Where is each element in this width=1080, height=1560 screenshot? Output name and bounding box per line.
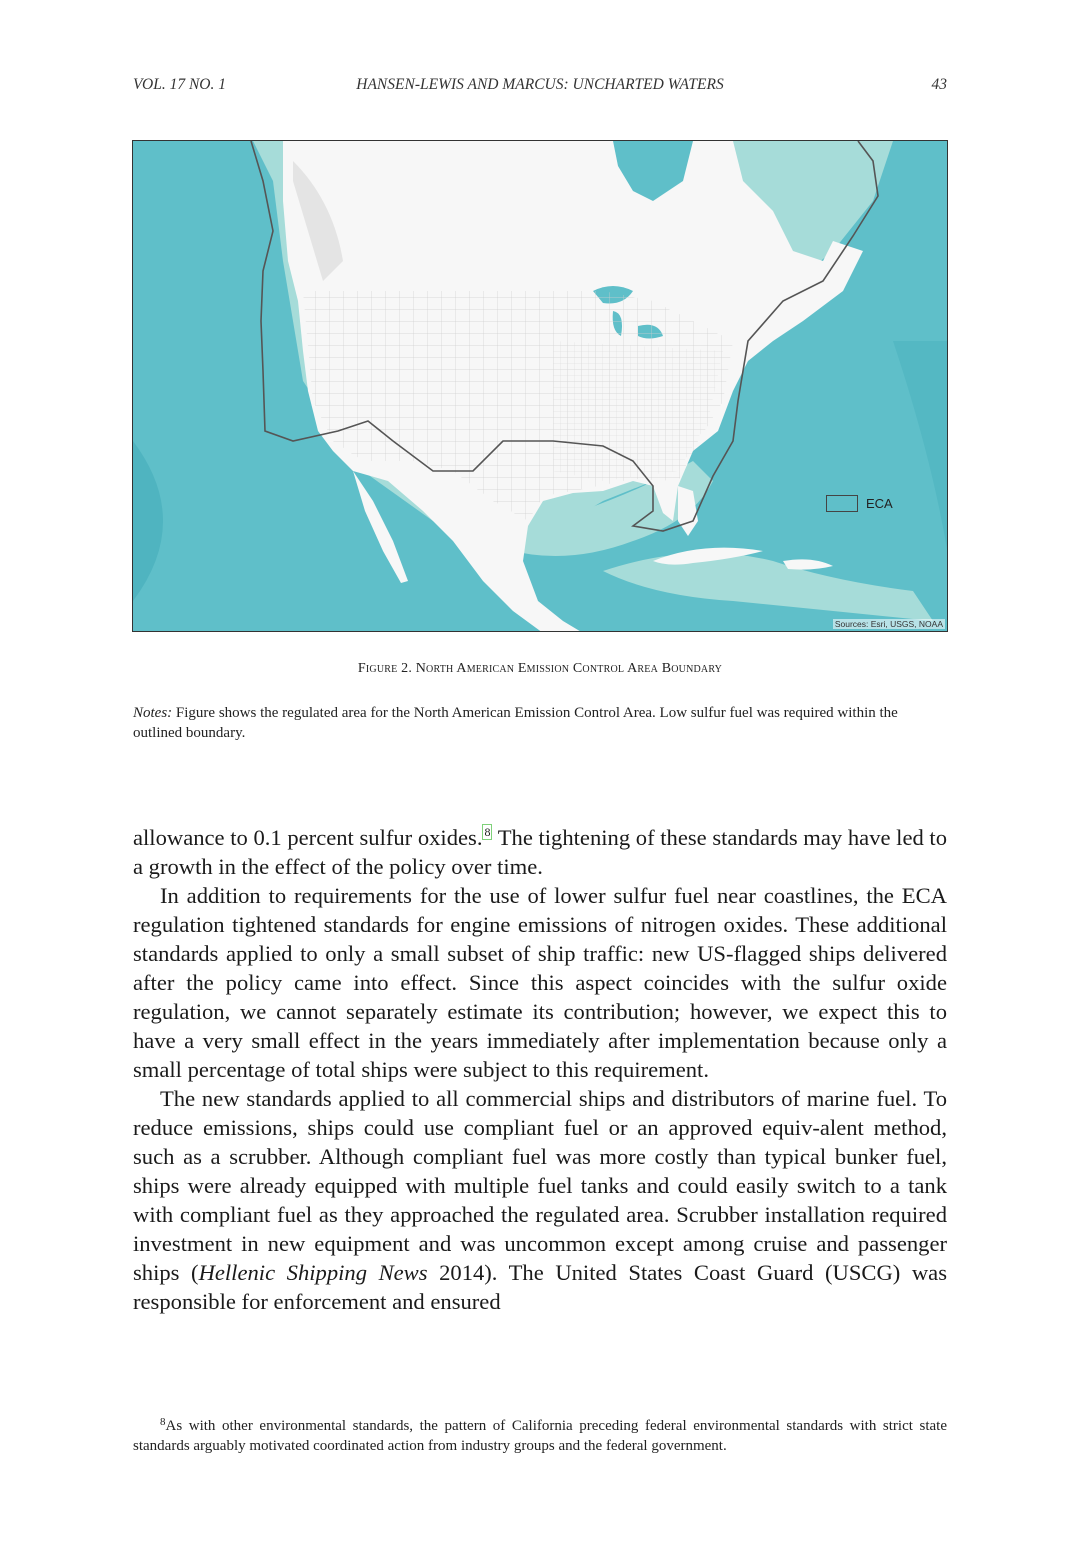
legend-label: ECA <box>866 496 893 511</box>
body-text <box>133 823 947 1316</box>
paragraph-2: In addition to requirements for the use of lower sulfur fuel near coastlines, the ECA regulation tightened standards for engine emissions of nitrogen oxides. These additional standards applied to only a small subset of ship traffic: new US-flagged ships delivered after the policy came into effect. Since this aspect coincides with the sulfur oxide regulation, we cannot separately estimate its contribution; however, we expect this to have a very small effect in the years immediately after implementation because only a small percentage of total ships were subject to this requirement. <box>133 883 947 1082</box>
map-graphic <box>133 141 948 632</box>
volume-label: VOL. 17 NO. 1 <box>133 76 226 93</box>
p1-text-before: allowance to 0.1 percent sulfur oxides. <box>133 825 483 850</box>
footnote-mark: 8 <box>160 1416 166 1428</box>
eca-map <box>132 140 948 632</box>
figure-caption: Figure 2. North American Emission Control Area Boundary <box>357 661 723 676</box>
p3-text-before: The new standards applied to all commercial ships and distributors of marine fuel. To reduce emissions, ships could use compliant fuel or an approved equiv-alent method, such as a scrubber. Although compliant fuel was more costly than typical bunker fuel, ships were already equipped with multiple fuel tanks and could easily switch to a tank with compliant fuel as they approached the regulated area. Scrubber installation required investment in new equipment and was uncommon except among cruise and passenger ships ( <box>133 1086 947 1285</box>
paragraph-3 <box>133 1084 947 1316</box>
footnote-ref-8[interactable]: 8 <box>484 825 491 839</box>
footnote-8 <box>133 1416 947 1456</box>
map-sources: Sources: Esri, USGS, NOAA <box>834 619 943 629</box>
legend-swatch <box>826 495 858 512</box>
notes-label: Notes: <box>133 705 173 721</box>
footnote-paragraph <box>133 1416 947 1456</box>
p1-text-after: The tightening of these standards may have led to a growth in the effect of the policy over time. <box>133 825 947 879</box>
footnote-text: As with other environmental standards, the pattern of California preceding federal environmental standards with strict state standards arguably motivated coordinated action from industry groups and the federal government. <box>133 1418 947 1454</box>
p3-citation-italic: Hellenic Shipping News <box>198 1260 428 1285</box>
p3-text-after: 2014). The United States Coast Guard (USCG) was responsible for enforcement and ensured <box>133 1260 948 1314</box>
running-header <box>133 76 947 98</box>
map-legend <box>826 495 946 517</box>
paragraph-1 <box>133 823 947 881</box>
page-number: 43 <box>931 76 947 93</box>
notes-text: Figure shows the regulated area for the North American Emission Control Area. Low sulfur fuel was required within the outlined boundary. <box>133 705 898 741</box>
running-title: HANSEN-LEWIS AND MARCUS: UNCHARTED WATERS <box>356 76 724 93</box>
figure-notes <box>133 703 947 743</box>
